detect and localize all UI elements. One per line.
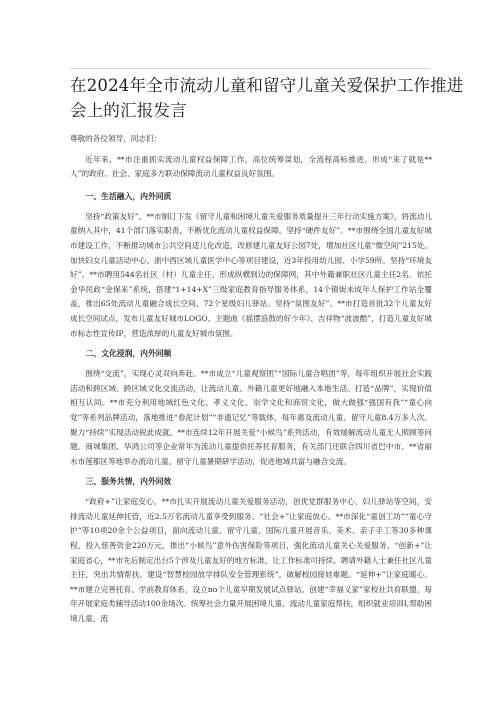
greeting: 尊敬的各位领导，同志们： — [70, 134, 162, 143]
title-line-2: 会上的汇报发言 — [70, 101, 187, 120]
section-3-body: “政府+”让家庭安心。**市扎实开展流动儿童关爱服务活动，创优党群服务中心、妇儿驿站等空间，安排流动儿童延伸托管，近2.5万名流动儿童享受到服务。“社会+”让家庭放心。**市深化“童创工坊”“童心守护”等10项20余个公益项目，面向流动儿童、留守儿童、国际儿童开展音乐、美术、亲子手工等30多种课程，投入慈善资金220万元，推出“小候鸟”意外伤害保险等项目，强化流动儿童关心关爱服务。“创新+”让家庭省心，**市先后制定出台5个涉及儿童友好的地方标准，让工作标准可持续。聘请外籍人士兼任社区儿童主任，突出共情帮扶。建设“智慧校园放学排队安全管理系统”，破解校园接娃难题。“延伸+”让家庭暖心。**市建立完善托育、学前教育体系，设立no个儿童早期发展试点驿站。创建“幸福义家”家校社共育联盟，每年开展家庭类辅导活动100余场次。统筹社会力量开展困境儿童、流动儿童家庭帮扶，组织就业培训I,帮助困境儿童、流 — [70, 497, 432, 624]
section-2-heading: 二、文化浸润，内外同频 — [85, 349, 172, 359]
title-line-1: 在2024年全市流动儿童和留守儿童关爱保护工作推进 — [70, 76, 464, 95]
document-body — [70, 132, 432, 633]
document-title — [70, 73, 464, 123]
section-3-heading: 三、服务共情，内外同效 — [85, 477, 172, 487]
section-1-heading: 一、生活融入，内外同质 — [85, 191, 172, 201]
intro-paragraph: 近年来，**市注重抓实流动儿童权益保障工作，高位统筹谋划，全流程高标推进，形成“来了就是**人”的政府、社会、家庭多方联动保障流动儿童权益良好氛围。 — [70, 154, 432, 179]
section-2-body: 围绕“交流”，实现心灵双向奔赴。**市成立“儿童观察团”“国际儿童合唱团”等，每年组织开展社会实践活动和跨区域、跨区域文化交流活动，让流动儿童、外籍儿童更好地融入本地生活。打造“品牌”，实现价值相互认同。**市充分利用地域红色文化、孝义文化、崇学文化和商贸文化，做大做强“强国有我”“童心向党”等系列品牌活动，落地推进“春泥计划”“非遗记忆”等载体，每年惠及流动儿童、留守儿童8.4万多人次。聚力“持续”实现活动锐此成就。**市连续12年开展关爱“小候鸟”系列活动，有效缓解流动儿童无人照顾等问题。商城集团、华鸿公司等企业常年为流动儿童提供托养托育服务，有关部门还联合四川省巴中市、**省丽水市莲都区等地举办流动儿童、留守儿童暑期研学活动，促进地域共富与融合交流。 — [70, 369, 432, 466]
top-divider — [70, 68, 430, 69]
section-1-body: 坚持“政策友好”。**市制订下发《留守儿童和困境儿童关爱服务质量提升三年行动实施方案》，将流动儿童纳入其中，41个部门落实职责，不断优化流动儿童权益保障。坚持“硬件友好”。**市围绕全国儿童友好城市建设工作，不断推动城市公共空间适儿化改造，改修建儿童友好公园7处，增加社区儿童“微空间”215处。加快妇女儿童活动中心、浙中西区域儿童医学中心等项目建设，近3年投用幼儿园、小学59所。坚持“环境友好”。**市聘用544名社区（村）儿童主任，形成纵横到边的保障网，其中外籍兼职社区儿童主任2名。依托金华民政“金保来”系统，搭建“1+14+X”三级家庭教育指导服务体系，14个镇街未成年人保护工作站全覆盖，推出65处流动儿童融合成长空间、72个星级妇儿驿站。坚持“氛围友好”。**市打造首批32个儿童友好成长空间试点，发布儿童友好城市LOGO、主题曲《摇摆浪鼓的好少年》、吉祥物“波波酷”，打造儿童友好城市标志性宣传IP，营造浓厚的儿童友好城市氛围。 — [70, 211, 432, 338]
